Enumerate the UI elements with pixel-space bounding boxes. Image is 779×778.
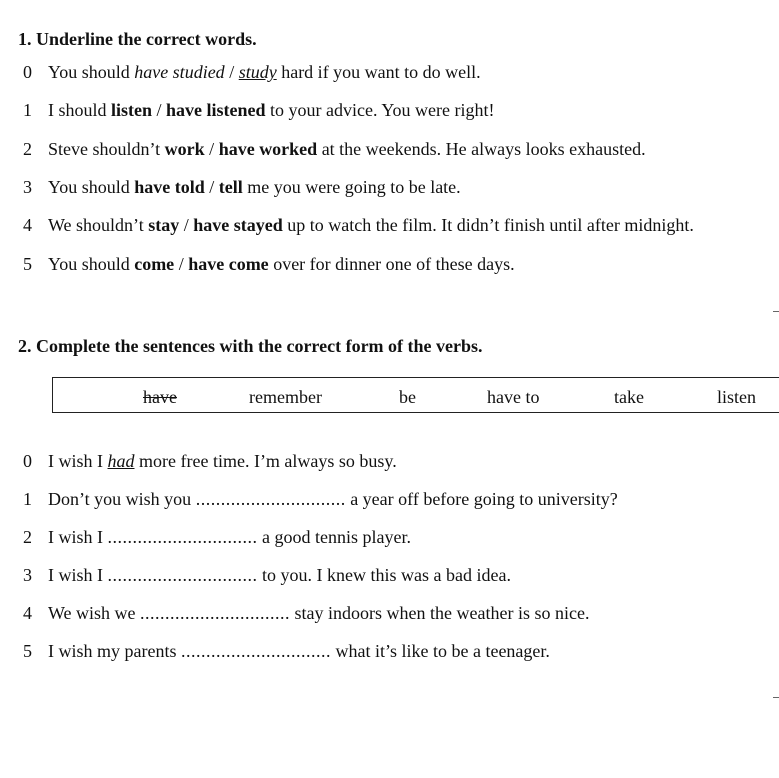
option-2[interactable]: have listened [166,100,266,120]
option-1[interactable]: come [134,254,175,274]
option-2[interactable]: have come [188,254,269,274]
answer-blank[interactable]: .............................. [180,641,331,661]
item-text: I wish I .............................. a good tennis player. [48,527,411,547]
option-1[interactable]: work [164,139,205,159]
word-bank-item: take [614,387,644,407]
item-text: I should listen / have listened to your advice. You were right! [48,100,495,120]
margin-tick [773,311,779,312]
option-1[interactable]: have studied [134,62,225,82]
item-number: 1 [23,100,32,120]
item-number: 4 [23,215,32,235]
item-number: 4 [23,603,32,623]
option-2[interactable]: tell [218,177,243,197]
item-number: 2 [23,527,32,547]
section1-heading: 1. Underline the correct words. [18,29,257,49]
word-bank-item: have [143,387,177,407]
margin-tick [773,697,779,698]
word-bank [52,377,779,413]
item-number: 5 [23,254,32,274]
item-text: I wish I had more free time. I’m always so busy. [48,451,397,471]
item-text: We shouldn’t stay / have stayed up to watch the film. It didn’t finish until after midnight. [48,215,694,235]
example-answer: had [107,451,135,471]
item-text: We wish we .............................. stay indoors when the weather is so nice. [48,603,590,623]
word-bank-item: be [399,387,416,407]
option-1[interactable]: stay [148,215,180,235]
item-number: 1 [23,489,32,509]
word-bank-item: listen [717,387,756,407]
item-text: You should have studied / study hard if you want to do well. [48,62,481,82]
item-text: You should have told / tell me you were going to be late. [48,177,461,197]
answer-blank[interactable]: .............................. [107,565,258,585]
item-text: Don’t you wish you .............................. a year off before going to university? [48,489,618,509]
item-number: 2 [23,139,32,159]
section2-heading: 2. Complete the sentences with the correct form of the verbs. [18,336,483,356]
item-number: 3 [23,565,32,585]
option-1[interactable]: have told [134,177,205,197]
answer-blank[interactable]: .............................. [195,489,346,509]
item-number: 5 [23,641,32,661]
option-2-underlined[interactable]: study [238,62,277,82]
item-number: 0 [23,451,32,471]
option-1[interactable]: listen [111,100,153,120]
option-2[interactable]: have worked [218,139,318,159]
item-text: You should come / have come over for dinner one of these days. [48,254,515,274]
answer-blank[interactable]: .............................. [107,527,258,547]
item-text: Steve shouldn’t work / have worked at the weekends. He always looks exhausted. [48,139,646,159]
item-text: I wish my parents .............................. what it’s like to be a teenager. [48,641,550,661]
item-text: I wish I .............................. to you. I knew this was a bad idea. [48,565,511,585]
item-number: 3 [23,177,32,197]
word-bank-item: remember [249,387,322,407]
word-bank-item: have to [487,387,540,407]
item-number: 0 [23,62,32,82]
answer-blank[interactable]: .............................. [140,603,291,623]
option-2[interactable]: have stayed [193,215,283,235]
